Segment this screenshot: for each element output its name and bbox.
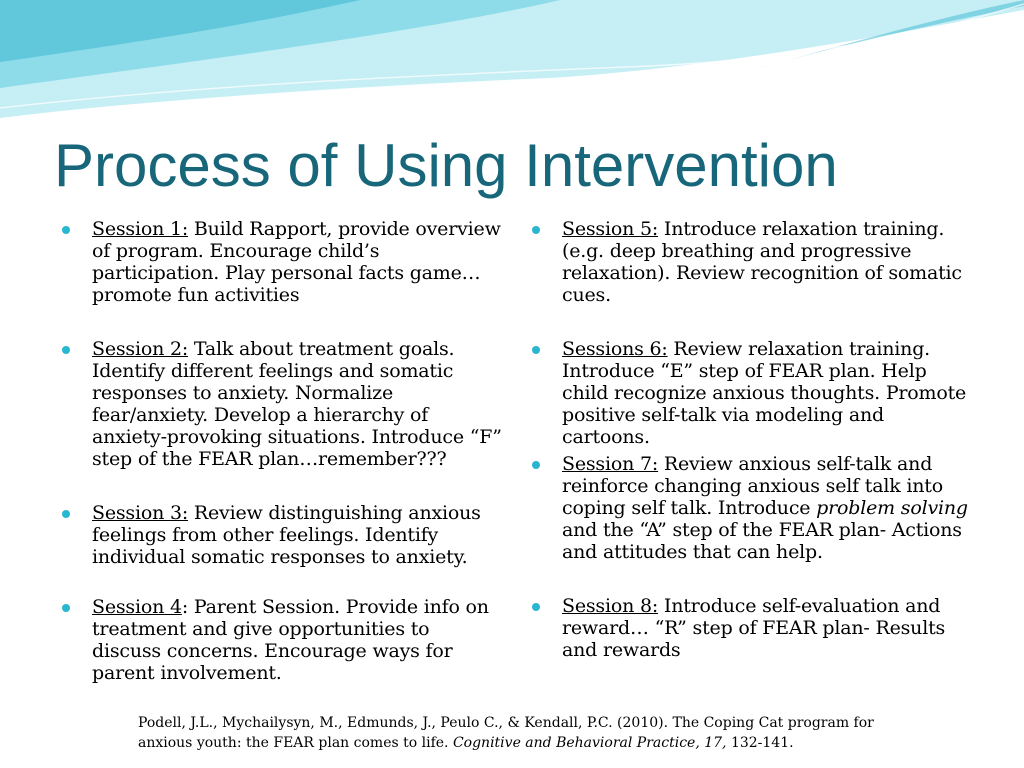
bullet-icon [62, 346, 70, 354]
session-3-item [62, 502, 502, 568]
session-2-text: Talk about treatment goals. Identify different feelings and somatic responses to anxiety. Normalize fear/anxiety. Develop a hierarchy of anxiety-provoking situations. Introduce “F” step of the FEAR plan…remember??? [92, 338, 502, 470]
session-4-text: : Parent Session. Provide info on treatment and give opportunities to discuss concerns. Encourage ways for parent involvement. [92, 596, 489, 684]
session-5-item [532, 218, 972, 306]
bullet-icon [532, 226, 540, 234]
session-1-label: Session 1: [92, 218, 189, 240]
session-8-label: Session 8: [562, 595, 659, 617]
header-wave-decoration [0, 0, 1024, 130]
bullet-icon [62, 604, 70, 612]
bullet-icon [62, 510, 70, 518]
page-title: Process of Using Intervention [54, 132, 838, 199]
session-5-text: Introduce relaxation training. (e.g. deep breathing and progressive relaxation). Review recognition of somatic cues. [562, 218, 962, 306]
left-session-list [62, 218, 502, 684]
bullet-icon [62, 226, 70, 234]
session-8-item [532, 595, 972, 661]
bullet-icon [532, 461, 540, 469]
session-2-label: Session 2: [92, 338, 189, 360]
session-8-text: Introduce self-evaluation and reward… “R” step of FEAR plan- Results and rewards [562, 595, 946, 661]
session-7-text-end: and the “A” step of the FEAR plan- Actions and attitudes that can help. [562, 519, 962, 563]
session-6-text: Review relaxation training. Introduce “E” step of FEAR plan. Help child recognize anxious thoughts. Promote positive self-talk via modeling and cartoons. [562, 338, 967, 448]
session-6-label: Sessions 6: [562, 338, 668, 360]
session-2-item [62, 338, 502, 470]
bullet-icon [532, 346, 540, 354]
session-7-label: Session 7: [562, 453, 659, 475]
session-7-text: Review anxious self-talk and reinforce changing anxious self talk into coping self talk. Introduce [562, 453, 943, 519]
session-1-item [62, 218, 502, 306]
session-7-italic: problem solving [816, 497, 968, 519]
session-4-label: Session 4 [92, 596, 182, 618]
session-5-label: Session 5: [562, 218, 659, 240]
session-7-item [532, 453, 972, 563]
session-1-text: Build Rapport, provide overview of program. Encourage child’s participation. Play personal facts game…promote fun activities [92, 218, 501, 306]
right-session-list [532, 218, 972, 661]
session-3-label: Session 3: [92, 502, 189, 524]
session-6-item [532, 338, 972, 448]
citation-pages: 132-141. [726, 735, 794, 751]
citation-text: Podell, J.L., Mychailysyn, M., Edmunds, J., Peulo C., & Kendall, P.C. (2010). The Coping Cat program for anxious youth: the FEAR plan comes to life. [138, 715, 874, 751]
citation-journal: Cognitive and Behavioral Practice, 17, [452, 735, 727, 751]
session-4-item [62, 596, 502, 684]
bullet-icon [532, 603, 540, 611]
session-3-text: Review distinguishing anxious feelings from other feelings. Identify individual somatic responses to anxiety. [92, 502, 481, 568]
citation [138, 713, 898, 753]
